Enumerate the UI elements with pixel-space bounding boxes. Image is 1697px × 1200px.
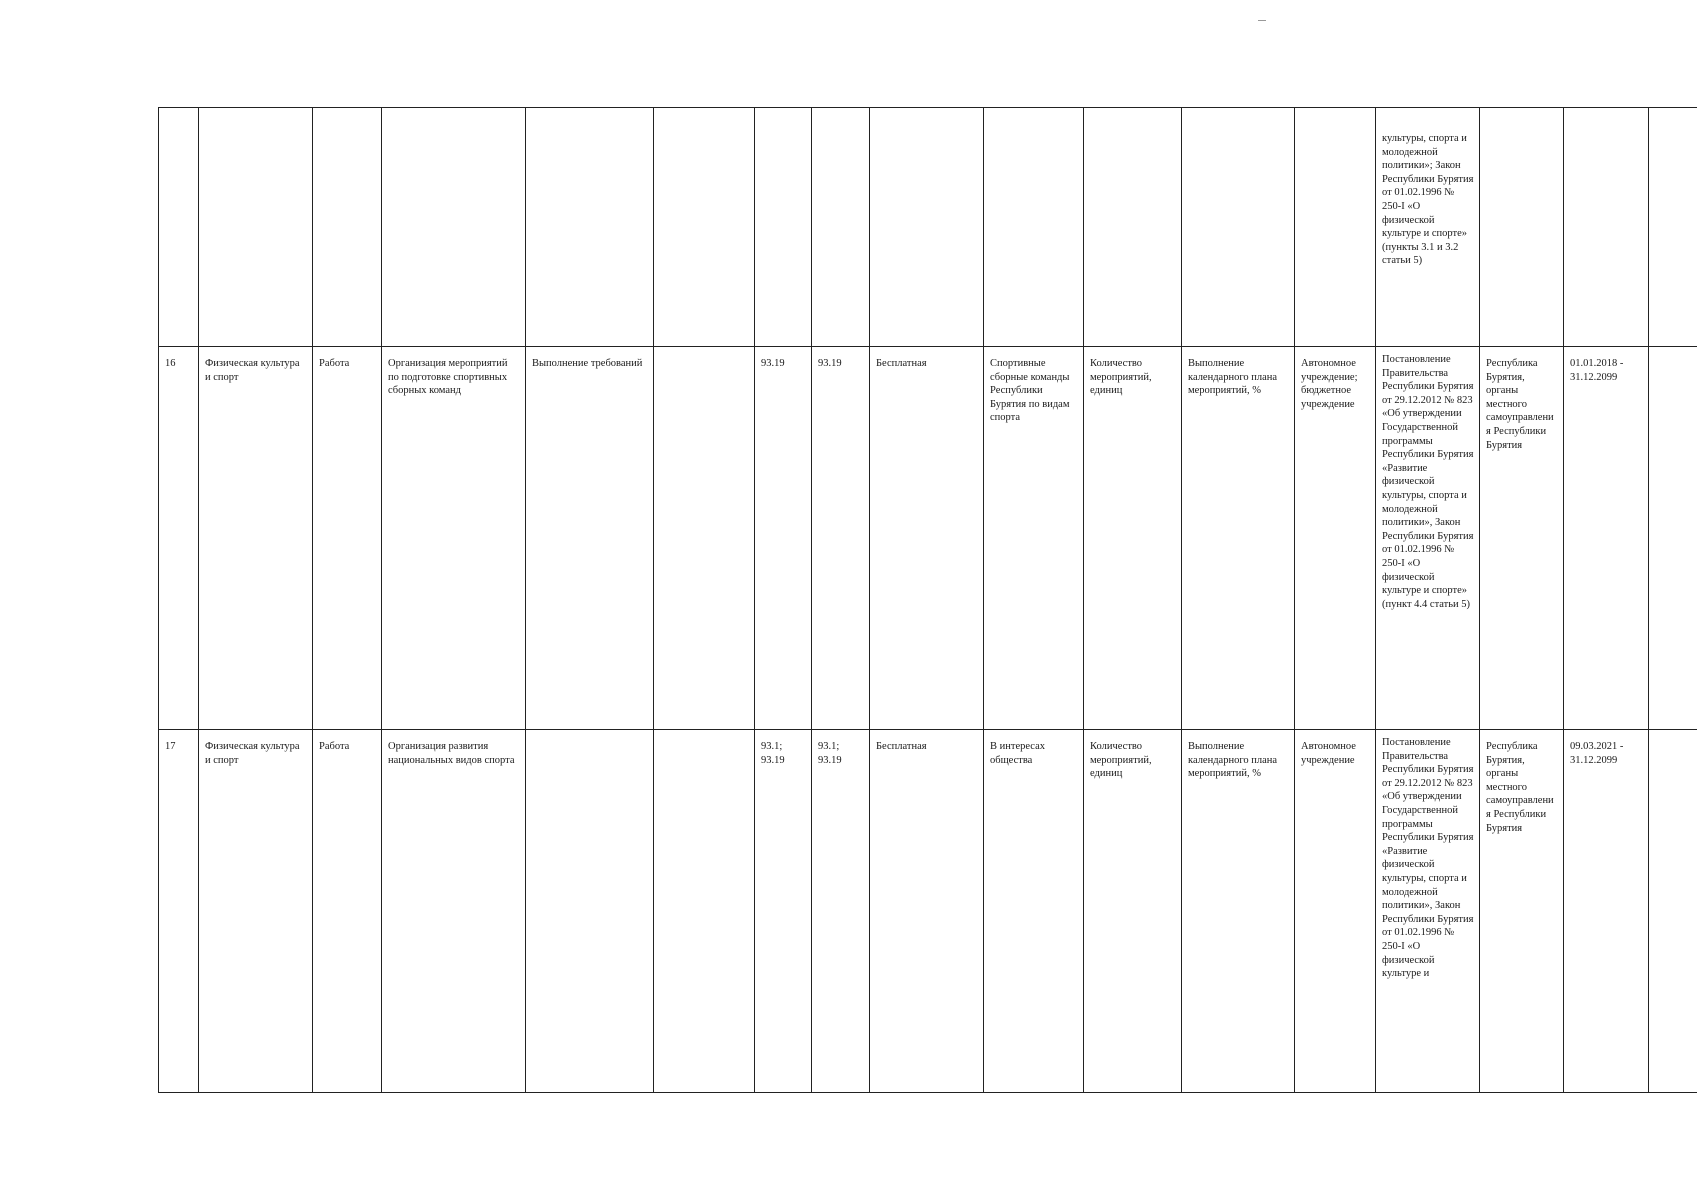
- scan-mark: [1258, 20, 1266, 21]
- cell-authority: Республика Бурятия, органы местного самоуправления Республики Бурятия: [1480, 730, 1564, 1093]
- cell-extra: [1649, 730, 1697, 1093]
- cell-conditions: [654, 347, 755, 730]
- legal-basis-text: культуры, спорта и молодежной политики»; Закон Республики Бурятия от 01.02.1996 № 250-I «О физической культуре и спорте» (пункты 3.1 и 3.2 статьи 5): [1382, 133, 1474, 267]
- cell-period: [1564, 108, 1649, 347]
- cell-legal-basis: [1376, 108, 1480, 347]
- cell-payment: [870, 108, 984, 347]
- cell-conditions: [654, 108, 755, 347]
- cell-number: [159, 108, 199, 347]
- cell-name: [382, 108, 526, 347]
- cell-consumers: Спортивные сборные команды Республики Бурятия по видам спорта: [984, 347, 1084, 730]
- cell-number: 17: [159, 730, 199, 1093]
- cell-content: Выполнение требований: [526, 347, 654, 730]
- cell-payment: Бесплатная: [870, 730, 984, 1093]
- cell-period: 01.01.2018 - 31.12.2099: [1564, 347, 1649, 730]
- cell-institution-type: Автономное учреждение; бюджетное учреждение: [1295, 347, 1376, 730]
- cell-number: 16: [159, 347, 199, 730]
- registry-table: [158, 107, 1697, 1093]
- cell-name: Организация мероприятий по подготовке спортивных сборных команд: [382, 347, 526, 730]
- cell-quality-indicator: [1182, 108, 1295, 347]
- cell-content: [526, 108, 654, 347]
- cell-okved-1: [755, 108, 812, 347]
- cell-kind: Работа: [313, 730, 382, 1093]
- cell-volume-indicator: [1084, 108, 1182, 347]
- table-row: [159, 730, 1697, 1093]
- cell-okved-1: 93.1; 93.19: [755, 730, 812, 1093]
- cell-sphere: Физическая культура и спорт: [199, 347, 313, 730]
- cell-institution-type: [1295, 108, 1376, 347]
- cell-consumers: [984, 108, 1084, 347]
- cell-extra: [1649, 108, 1697, 347]
- cell-content: [526, 730, 654, 1093]
- cell-okved-2: 93.19: [812, 347, 870, 730]
- cell-okved-2: 93.1; 93.19: [812, 730, 870, 1093]
- cell-quality-indicator: Выполнение календарного плана мероприятий, %: [1182, 730, 1295, 1093]
- cell-consumers: В интересах общества: [984, 730, 1084, 1093]
- cell-sphere: [199, 108, 313, 347]
- cell-okved-1: 93.19: [755, 347, 812, 730]
- cell-payment: Бесплатная: [870, 347, 984, 730]
- table-row-continuation: [159, 108, 1697, 347]
- cell-volume-indicator: Количество мероприятий, единиц: [1084, 730, 1182, 1093]
- cell-volume-indicator: Количество мероприятий, единиц: [1084, 347, 1182, 730]
- cell-name: Организация развития национальных видов спорта: [382, 730, 526, 1093]
- cell-period: 09.03.2021 - 31.12.2099: [1564, 730, 1649, 1093]
- cell-legal-basis: Постановление Правительства Республики Бурятия от 29.12.2012 № 823 «Об утверждении Государственной программы Республики Бурятия «Развитие физической культуры, спорта и молодежной политики», Закон Республики Бурятия от 01.02.1996 № 250-I «О физической культуре и: [1376, 730, 1480, 1093]
- cell-sphere: Физическая культура и спорт: [199, 730, 313, 1093]
- cell-authority: Республика Бурятия, органы местного самоуправления Республики Бурятия: [1480, 347, 1564, 730]
- cell-kind: [313, 108, 382, 347]
- cell-conditions: [654, 730, 755, 1093]
- table-row: [159, 347, 1697, 730]
- cell-quality-indicator: Выполнение календарного плана мероприятий, %: [1182, 347, 1295, 730]
- cell-extra: [1649, 347, 1697, 730]
- cell-kind: Работа: [313, 347, 382, 730]
- cell-legal-basis: Постановление Правительства Республики Бурятия от 29.12.2012 № 823 «Об утверждении Государственной программы Республики Бурятия «Развитие физической культуры, спорта и молодежной политики», Закон Республики Бурятия от 01.02.1996 № 250-I «О физической культуре и спорте» (пункт 4.4 статьи 5): [1376, 347, 1480, 730]
- cell-institution-type: Автономное учреждение: [1295, 730, 1376, 1093]
- cell-okved-2: [812, 108, 870, 347]
- cell-authority: [1480, 108, 1564, 347]
